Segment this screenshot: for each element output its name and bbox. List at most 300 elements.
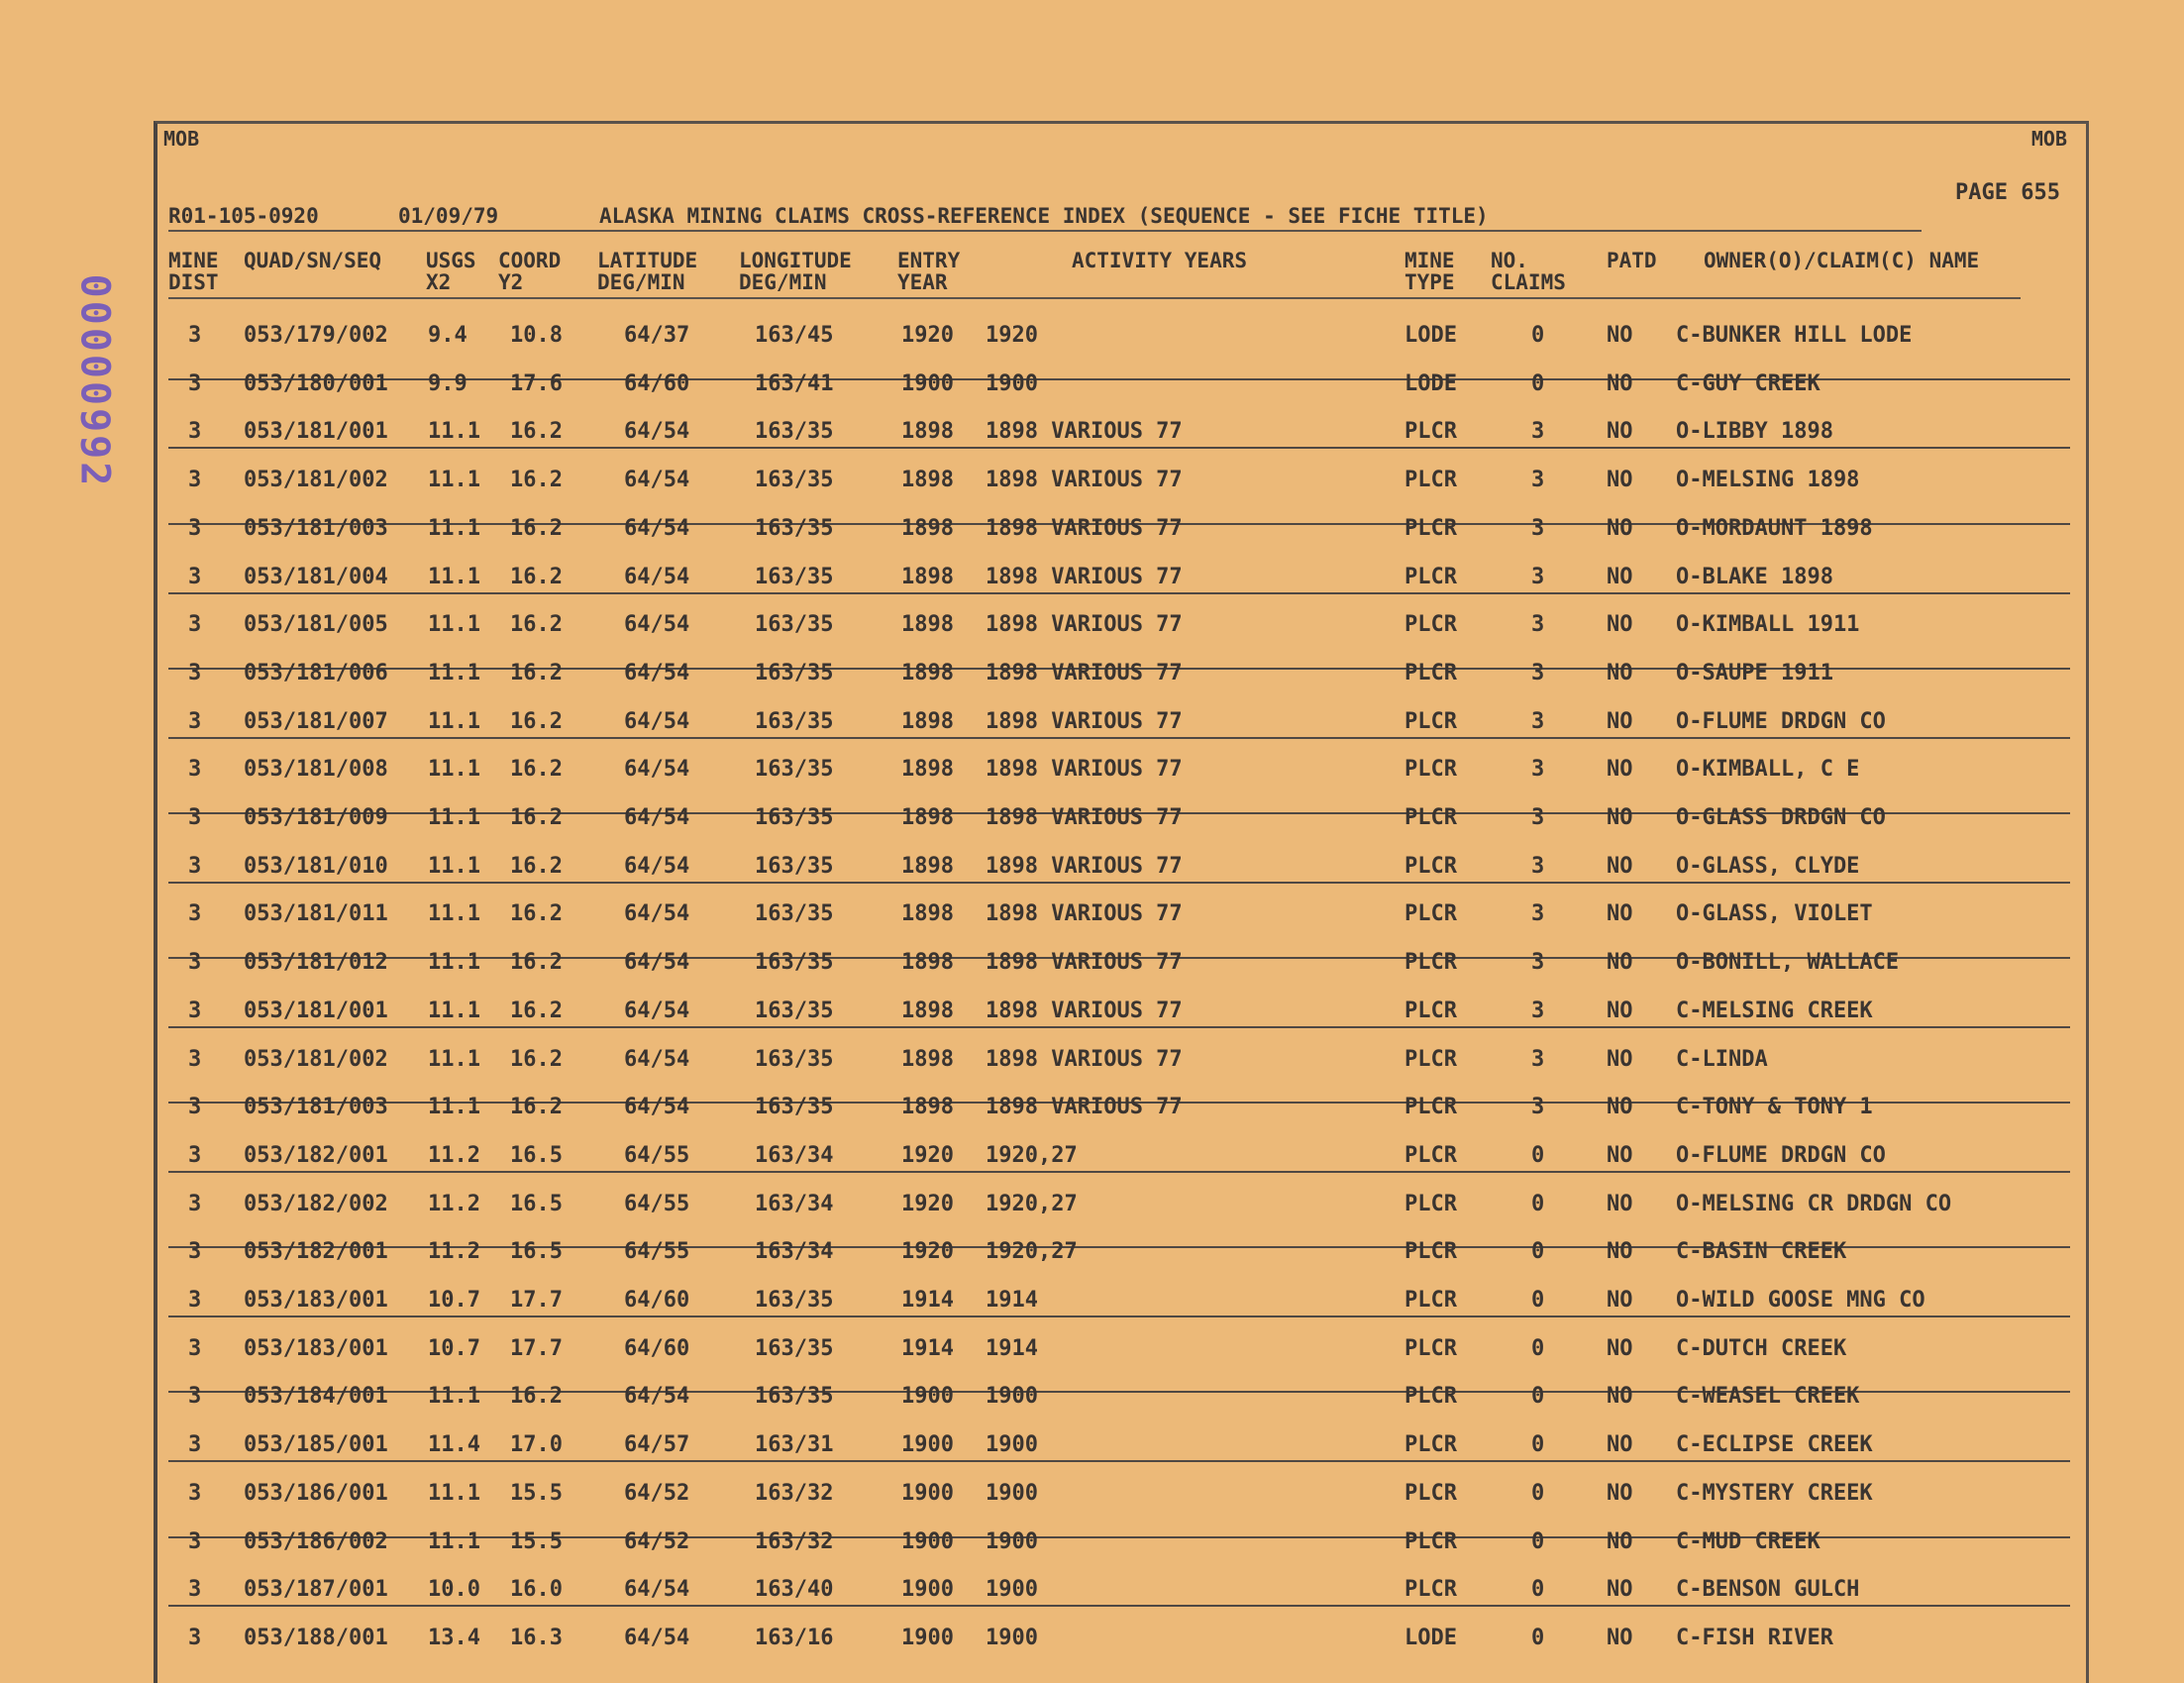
cell-lat: 64/54	[624, 853, 690, 879]
header-lon	[739, 250, 852, 293]
cell-dist: 3	[188, 1142, 202, 1168]
cell-owner: O-MELSING CR DRDGN CO	[1676, 1191, 1952, 1216]
cell-lat: 64/52	[624, 1480, 690, 1506]
cell-dist: 3	[188, 1191, 202, 1216]
cell-patd: NO	[1607, 564, 1633, 589]
cell-x: 11.1	[428, 419, 480, 445]
table-row	[0, 557, 2184, 596]
cell-type: PLCR	[1404, 1432, 1457, 1458]
cell-patd: NO	[1607, 660, 1633, 685]
cell-lat: 64/54	[624, 998, 690, 1023]
cell-lat: 64/54	[624, 901, 690, 927]
cell-owner: C-DUTCH CREEK	[1676, 1335, 1847, 1361]
table-row	[0, 1039, 2184, 1079]
cell-lon: 163/40	[755, 1577, 834, 1603]
cell-y: 16.2	[510, 853, 563, 879]
cell-claims: 3	[1531, 757, 1545, 783]
cell-type: PLCR	[1404, 419, 1457, 445]
cell-quad: 053/182/001	[244, 1142, 388, 1168]
cell-owner: C-MUD CREEK	[1676, 1528, 1820, 1554]
cell-entry: 1898	[901, 805, 954, 830]
cell-x: 11.1	[428, 998, 480, 1023]
cell-owner: O-GLASS, VIOLET	[1676, 901, 1873, 927]
header-rule	[168, 297, 2021, 299]
header-owner	[1704, 250, 1979, 271]
cell-y: 16.2	[510, 612, 563, 638]
cell-lon: 163/35	[755, 1335, 834, 1361]
cell-x: 11.4	[428, 1432, 480, 1458]
cell-owner: O-KIMBALL 1911	[1676, 612, 1860, 638]
cell-lat: 64/55	[624, 1191, 690, 1216]
cell-lon: 163/45	[755, 323, 834, 348]
cell-claims: 3	[1531, 515, 1545, 541]
cell-type: PLCR	[1404, 1480, 1457, 1506]
table-row	[0, 1376, 2184, 1416]
table-row	[0, 991, 2184, 1030]
cell-lat: 64/54	[624, 468, 690, 493]
cell-lon: 163/35	[755, 708, 834, 734]
cell-lon: 163/35	[755, 564, 834, 589]
cell-claims: 0	[1531, 323, 1545, 348]
cell-lon: 163/35	[755, 901, 834, 927]
table-row	[0, 508, 2184, 548]
cell-owner: C-LINDA	[1676, 1046, 1768, 1072]
report-title: ALASKA MINING CLAIMS CROSS-REFERENCE INDEX (SEQUENCE - SEE FICHE TITLE)	[599, 204, 1489, 228]
cell-claims: 3	[1531, 950, 1545, 976]
cell-claims: 0	[1531, 1335, 1545, 1361]
cell-activity: 1900	[986, 1480, 1038, 1506]
table-row	[0, 653, 2184, 692]
cell-activity: 1898 VARIOUS 77	[986, 1095, 1183, 1120]
cell-y: 16.2	[510, 708, 563, 734]
cell-quad: 053/182/002	[244, 1191, 388, 1216]
cell-dist: 3	[188, 757, 202, 783]
cell-activity: 1920,27	[986, 1239, 1078, 1265]
cell-entry: 1914	[901, 1288, 954, 1313]
table-row	[0, 1280, 2184, 1319]
cell-lat: 64/54	[624, 1577, 690, 1603]
cell-patd: NO	[1607, 1288, 1633, 1313]
page-number: PAGE 655	[1955, 180, 2060, 205]
cell-entry: 1898	[901, 998, 954, 1023]
cell-x: 11.1	[428, 853, 480, 879]
cell-entry: 1900	[901, 1625, 954, 1650]
cell-quad: 053/181/002	[244, 1046, 388, 1072]
cell-entry: 1900	[901, 370, 954, 396]
cell-y: 16.3	[510, 1625, 563, 1650]
cell-lat: 64/54	[624, 1095, 690, 1120]
cell-y: 16.2	[510, 998, 563, 1023]
cell-lon: 163/34	[755, 1239, 834, 1265]
cell-x: 11.1	[428, 950, 480, 976]
cell-entry: 1898	[901, 564, 954, 589]
cell-quad: 053/186/001	[244, 1480, 388, 1506]
cell-patd: NO	[1607, 1432, 1633, 1458]
cell-activity: 1898 VARIOUS 77	[986, 515, 1183, 541]
cell-entry: 1900	[901, 1480, 954, 1506]
underline-rule	[168, 882, 2070, 884]
cell-x: 11.1	[428, 564, 480, 589]
header-claims	[1491, 250, 1566, 293]
cell-lon: 163/34	[755, 1142, 834, 1168]
header-claims-line-2: CLAIMS	[1491, 270, 1566, 294]
cell-claims: 3	[1531, 901, 1545, 927]
cell-entry: 1920	[901, 323, 954, 348]
cell-owner: C-BENSON GULCH	[1676, 1577, 1860, 1603]
cell-owner: O-GLASS, CLYDE	[1676, 853, 1860, 879]
cell-lat: 64/37	[624, 323, 690, 348]
cell-lat: 64/54	[624, 660, 690, 685]
cell-activity: 1900	[986, 370, 1038, 396]
cell-entry: 1914	[901, 1335, 954, 1361]
header-x	[426, 250, 476, 293]
cell-lat: 64/54	[624, 419, 690, 445]
underline-rule	[168, 1460, 2070, 1462]
cell-owner: C-MYSTERY CREEK	[1676, 1480, 1873, 1506]
header-entry-line-2: YEAR	[897, 270, 948, 294]
cell-lon: 163/32	[755, 1528, 834, 1554]
cell-y: 16.2	[510, 1095, 563, 1120]
cell-x: 11.2	[428, 1191, 480, 1216]
cell-lon: 163/35	[755, 1288, 834, 1313]
table-row	[0, 894, 2184, 933]
cell-lon: 163/35	[755, 1095, 834, 1120]
cell-activity: 1900	[986, 1432, 1038, 1458]
cell-entry: 1898	[901, 1095, 954, 1120]
cell-patd: NO	[1607, 1191, 1633, 1216]
cell-owner: C-TONY & TONY 1	[1676, 1095, 1873, 1120]
cell-activity: 1914	[986, 1288, 1038, 1313]
table-row	[0, 1328, 2184, 1368]
table-row	[0, 411, 2184, 451]
cell-owner: C-BASIN CREEK	[1676, 1239, 1847, 1265]
cell-x: 11.1	[428, 660, 480, 685]
cell-claims: 3	[1531, 419, 1545, 445]
cell-quad: 053/185/001	[244, 1432, 388, 1458]
header-activity-line-2: ACTIVITY YEARS	[1072, 249, 1248, 272]
cell-patd: NO	[1607, 1142, 1633, 1168]
cell-lat: 64/54	[624, 805, 690, 830]
cell-entry: 1900	[901, 1528, 954, 1554]
cell-type: PLCR	[1404, 1142, 1457, 1168]
table-row	[0, 942, 2184, 982]
cell-claims: 0	[1531, 1239, 1545, 1265]
cell-y: 16.5	[510, 1239, 563, 1265]
cell-y: 16.2	[510, 1046, 563, 1072]
cell-y: 16.2	[510, 805, 563, 830]
cell-y: 10.8	[510, 323, 563, 348]
cell-lon: 163/32	[755, 1480, 834, 1506]
cell-type: PLCR	[1404, 901, 1457, 927]
table-row	[0, 749, 2184, 789]
cell-x: 11.1	[428, 468, 480, 493]
cell-lat: 64/54	[624, 564, 690, 589]
header-entry	[897, 250, 960, 293]
cell-lon: 163/34	[755, 1191, 834, 1216]
cell-owner: C-MELSING CREEK	[1676, 998, 1873, 1023]
cell-quad: 053/186/002	[244, 1528, 388, 1554]
cell-quad: 053/181/011	[244, 901, 388, 927]
cell-y: 16.2	[510, 901, 563, 927]
cell-type: PLCR	[1404, 1288, 1457, 1313]
cell-owner: O-GLASS DRDGN CO	[1676, 805, 1886, 830]
header-y	[498, 250, 561, 293]
cell-x: 11.1	[428, 708, 480, 734]
cell-quad: 053/181/004	[244, 564, 388, 589]
cell-patd: NO	[1607, 1625, 1633, 1650]
cell-lon: 163/35	[755, 805, 834, 830]
cell-claims: 3	[1531, 660, 1545, 685]
cell-patd: NO	[1607, 1577, 1633, 1603]
cell-patd: NO	[1607, 901, 1633, 927]
cell-x: 11.1	[428, 1528, 480, 1554]
cell-entry: 1920	[901, 1191, 954, 1216]
cell-activity: 1900	[986, 1528, 1038, 1554]
cell-type: PLCR	[1404, 708, 1457, 734]
cell-dist: 3	[188, 708, 202, 734]
cell-dist: 3	[188, 998, 202, 1023]
cell-lon: 163/35	[755, 950, 834, 976]
cell-claims: 0	[1531, 1432, 1545, 1458]
cell-entry: 1920	[901, 1142, 954, 1168]
cell-x: 11.1	[428, 1480, 480, 1506]
header-patd-line-2: PATD	[1607, 249, 1657, 272]
cell-quad: 053/181/007	[244, 708, 388, 734]
cell-x: 10.0	[428, 1577, 480, 1603]
header-type	[1404, 250, 1455, 293]
header-dist-line-2: DIST	[168, 270, 219, 294]
cell-lon: 163/35	[755, 468, 834, 493]
cell-lon: 163/35	[755, 757, 834, 783]
cell-type: PLCR	[1404, 998, 1457, 1023]
cell-claims: 0	[1531, 1191, 1545, 1216]
table-row	[0, 846, 2184, 886]
cell-lat: 64/60	[624, 1335, 690, 1361]
cell-activity: 1914	[986, 1335, 1038, 1361]
cell-claims: 3	[1531, 1095, 1545, 1120]
corner-label-right: MOB	[2030, 127, 2067, 151]
cell-activity: 1900	[986, 1384, 1038, 1410]
cell-y: 17.7	[510, 1288, 563, 1313]
header-x-line-1: USGS	[426, 249, 476, 272]
cell-lat: 64/54	[624, 612, 690, 638]
cell-activity: 1920,27	[986, 1191, 1078, 1216]
cell-lat: 64/54	[624, 757, 690, 783]
cell-x: 11.1	[428, 805, 480, 830]
cell-owner: C-WEASEL CREEK	[1676, 1384, 1860, 1410]
header-lat-line-2: DEG/MIN	[597, 270, 685, 294]
cell-entry: 1898	[901, 468, 954, 493]
cell-dist: 3	[188, 1384, 202, 1410]
cell-quad: 053/180/001	[244, 370, 388, 396]
cell-lat: 64/55	[624, 1239, 690, 1265]
cell-patd: NO	[1607, 1528, 1633, 1554]
cell-type: PLCR	[1404, 805, 1457, 830]
cell-activity: 1898 VARIOUS 77	[986, 660, 1183, 685]
header-entry-line-1: ENTRY	[897, 249, 961, 272]
cell-lon: 163/35	[755, 515, 834, 541]
cell-y: 16.5	[510, 1142, 563, 1168]
cell-patd: NO	[1607, 515, 1633, 541]
cell-entry: 1898	[901, 757, 954, 783]
cell-patd: NO	[1607, 708, 1633, 734]
cell-claims: 3	[1531, 564, 1545, 589]
cell-activity: 1898 VARIOUS 77	[986, 468, 1183, 493]
corner-label-left: MOB	[163, 127, 200, 151]
cell-lat: 64/54	[624, 1625, 690, 1650]
cell-claims: 0	[1531, 370, 1545, 396]
cell-activity: 1900	[986, 1625, 1038, 1650]
cell-activity: 1898 VARIOUS 77	[986, 901, 1183, 927]
underline-rule	[168, 1171, 2070, 1173]
cell-x: 9.9	[428, 370, 468, 396]
header-x-line-2: X2	[426, 270, 452, 294]
cell-quad: 053/179/002	[244, 323, 388, 348]
cell-type: PLCR	[1404, 1095, 1457, 1120]
cell-type: PLCR	[1404, 1191, 1457, 1216]
cell-patd: NO	[1607, 1239, 1633, 1265]
cell-owner: C-FISH RIVER	[1676, 1625, 1833, 1650]
cell-entry: 1898	[901, 660, 954, 685]
cell-lat: 64/54	[624, 1046, 690, 1072]
cell-quad: 053/181/002	[244, 468, 388, 493]
cell-y: 16.2	[510, 468, 563, 493]
cell-quad: 053/188/001	[244, 1625, 388, 1650]
cell-y: 16.5	[510, 1191, 563, 1216]
header-activity	[1072, 250, 1247, 271]
cell-y: 16.2	[510, 564, 563, 589]
cell-dist: 3	[188, 1577, 202, 1603]
cell-lon: 163/35	[755, 660, 834, 685]
cell-patd: NO	[1607, 612, 1633, 638]
cell-dist: 3	[188, 1625, 202, 1650]
cell-type: PLCR	[1404, 1335, 1457, 1361]
cell-y: 17.6	[510, 370, 563, 396]
table-row	[0, 1522, 2184, 1561]
cell-dist: 3	[188, 1288, 202, 1313]
cell-claims: 0	[1531, 1480, 1545, 1506]
cell-claims: 0	[1531, 1625, 1545, 1650]
cell-quad: 053/181/003	[244, 515, 388, 541]
cell-owner: O-BONILL, WALLACE	[1676, 950, 1900, 976]
report-id: R01-105-0920	[168, 204, 319, 228]
header-dist-line-1: MINE	[168, 249, 219, 272]
cell-type: PLCR	[1404, 950, 1457, 976]
cell-claims: 3	[1531, 853, 1545, 879]
cell-x: 10.7	[428, 1288, 480, 1313]
cell-lon: 163/41	[755, 370, 834, 396]
cell-type: PLCR	[1404, 515, 1457, 541]
fiche-stamp-number: 00000992	[71, 273, 117, 489]
cell-dist: 3	[188, 1335, 202, 1361]
cell-dist: 3	[188, 468, 202, 493]
cell-claims: 3	[1531, 805, 1545, 830]
cell-dist: 3	[188, 853, 202, 879]
cell-claims: 3	[1531, 708, 1545, 734]
cell-claims: 3	[1531, 468, 1545, 493]
cell-quad: 053/181/001	[244, 419, 388, 445]
cell-activity: 1898 VARIOUS 77	[986, 757, 1183, 783]
table-row	[0, 1569, 2184, 1609]
cell-patd: NO	[1607, 1335, 1633, 1361]
cell-x: 11.1	[428, 1046, 480, 1072]
header-y-line-2: Y2	[498, 270, 524, 294]
cell-quad: 053/181/010	[244, 853, 388, 879]
cell-x: 11.1	[428, 757, 480, 783]
table-row	[0, 460, 2184, 499]
cell-patd: NO	[1607, 1046, 1633, 1072]
cell-y: 16.2	[510, 950, 563, 976]
cell-claims: 0	[1531, 1384, 1545, 1410]
cell-owner: C-BUNKER HILL LODE	[1676, 323, 1913, 348]
cell-patd: NO	[1607, 950, 1633, 976]
cell-activity: 1898 VARIOUS 77	[986, 950, 1183, 976]
cell-entry: 1898	[901, 1046, 954, 1072]
cell-entry: 1898	[901, 708, 954, 734]
cell-x: 11.2	[428, 1142, 480, 1168]
cell-x: 10.7	[428, 1335, 480, 1361]
header-quad	[244, 250, 381, 271]
underline-rule	[168, 592, 2070, 594]
cell-quad: 053/181/006	[244, 660, 388, 685]
cell-lat: 64/54	[624, 950, 690, 976]
cell-owner: O-SAUPE 1911	[1676, 660, 1833, 685]
cell-quad: 053/181/008	[244, 757, 388, 783]
cell-quad: 053/181/003	[244, 1095, 388, 1120]
cell-dist: 3	[188, 419, 202, 445]
cell-patd: NO	[1607, 1480, 1633, 1506]
cell-y: 15.5	[510, 1528, 563, 1554]
header-lat-line-1: LATITUDE	[597, 249, 698, 272]
cell-quad: 053/184/001	[244, 1384, 388, 1410]
header-patd	[1607, 250, 1657, 271]
header-owner-line-2: OWNER(O)/CLAIM(C) NAME	[1704, 249, 1980, 272]
table-row	[0, 1473, 2184, 1513]
cell-dist: 3	[188, 1432, 202, 1458]
cell-lat: 64/57	[624, 1432, 690, 1458]
cell-y: 16.2	[510, 419, 563, 445]
cell-x: 11.1	[428, 1384, 480, 1410]
cell-owner: O-MELSING 1898	[1676, 468, 1860, 493]
cell-x: 11.2	[428, 1239, 480, 1265]
cell-x: 11.1	[428, 515, 480, 541]
cell-quad: 053/181/012	[244, 950, 388, 976]
cell-owner: C-GUY CREEK	[1676, 370, 1820, 396]
cell-type: PLCR	[1404, 612, 1457, 638]
cell-claims: 0	[1531, 1142, 1545, 1168]
report-title-line	[168, 204, 1922, 232]
header-claims-line-1: NO.	[1491, 249, 1528, 272]
cell-activity: 1920	[986, 323, 1038, 348]
cell-lat: 64/60	[624, 1288, 690, 1313]
cell-quad: 053/181/001	[244, 998, 388, 1023]
cell-lon: 163/35	[755, 612, 834, 638]
cell-lat: 64/55	[624, 1142, 690, 1168]
cell-type: PLCR	[1404, 1577, 1457, 1603]
cell-owner: O-WILD GOOSE MNG CO	[1676, 1288, 1925, 1313]
cell-lon: 163/35	[755, 853, 834, 879]
underline-rule	[168, 447, 2070, 449]
cell-owner: O-BLAKE 1898	[1676, 564, 1833, 589]
cell-dist: 3	[188, 1528, 202, 1554]
table-row	[0, 364, 2184, 403]
cell-x: 11.1	[428, 612, 480, 638]
cell-lon: 163/35	[755, 1046, 834, 1072]
table-row	[0, 701, 2184, 741]
cell-x: 11.1	[428, 901, 480, 927]
cell-owner: C-ECLIPSE CREEK	[1676, 1432, 1873, 1458]
cell-patd: NO	[1607, 419, 1633, 445]
